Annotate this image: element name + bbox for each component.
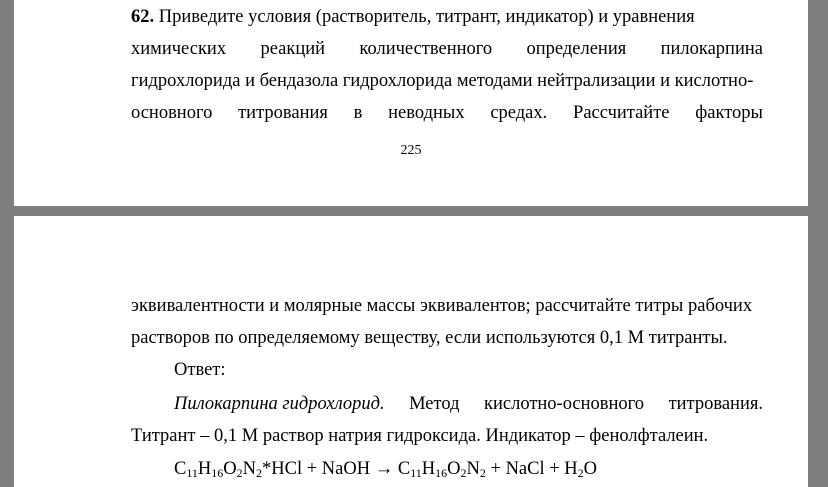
word: факторы — [695, 103, 763, 123]
titrant-line: Титрант – 0,1 М раствор натрия гидроксида. Индикатор – фенолфталеин. — [131, 426, 709, 446]
word: кислотно-основного — [483, 394, 645, 414]
task-text-1: Приведите условия (растворитель, титрант, индикатор) и уравнения — [154, 7, 695, 27]
word: реакций — [260, 39, 326, 59]
answer-label: Ответ: — [174, 360, 226, 380]
word: титрования — [238, 103, 328, 123]
page-number: 225 — [400, 143, 422, 158]
word: определения — [526, 39, 627, 59]
page-top — [14, 0, 808, 206]
word: химических — [131, 39, 227, 59]
word: в — [353, 103, 363, 123]
word: основного — [131, 103, 213, 123]
word: пилокарпина — [660, 39, 763, 59]
task-line-3: гидрохлорида и бендазола гидрохлорида методами нейтрализации и кислотно- — [131, 71, 754, 91]
task-line-1 — [131, 6, 763, 28]
task-line-6: растворов по определяемому веществу, если используются 0,1 М титранты. — [131, 328, 728, 348]
substance-name: Пилокарпина гидрохлорид. — [174, 394, 385, 414]
word: титрования. — [668, 394, 763, 414]
task-line-2 — [131, 38, 763, 60]
task-line-5: эквивалентности и молярные массы эквивалентов; рассчитайте титры рабочих — [131, 296, 753, 316]
word: неводных — [388, 103, 465, 123]
word: Рассчитайте — [573, 103, 670, 123]
page-bottom — [14, 216, 808, 487]
method-line — [174, 393, 763, 415]
word: количественного — [359, 39, 493, 59]
task-line-4 — [131, 102, 763, 124]
reaction-equation: $C_{11}H_{16}O_2N_2*HCl$ + NaOH → $C_{11}H_{16}O_2N_2$ + NaCl + $H_2O$ — [174, 459, 598, 480]
word: Метод — [409, 394, 460, 414]
task-number: 62. — [131, 7, 155, 27]
word: средах. — [490, 103, 548, 123]
